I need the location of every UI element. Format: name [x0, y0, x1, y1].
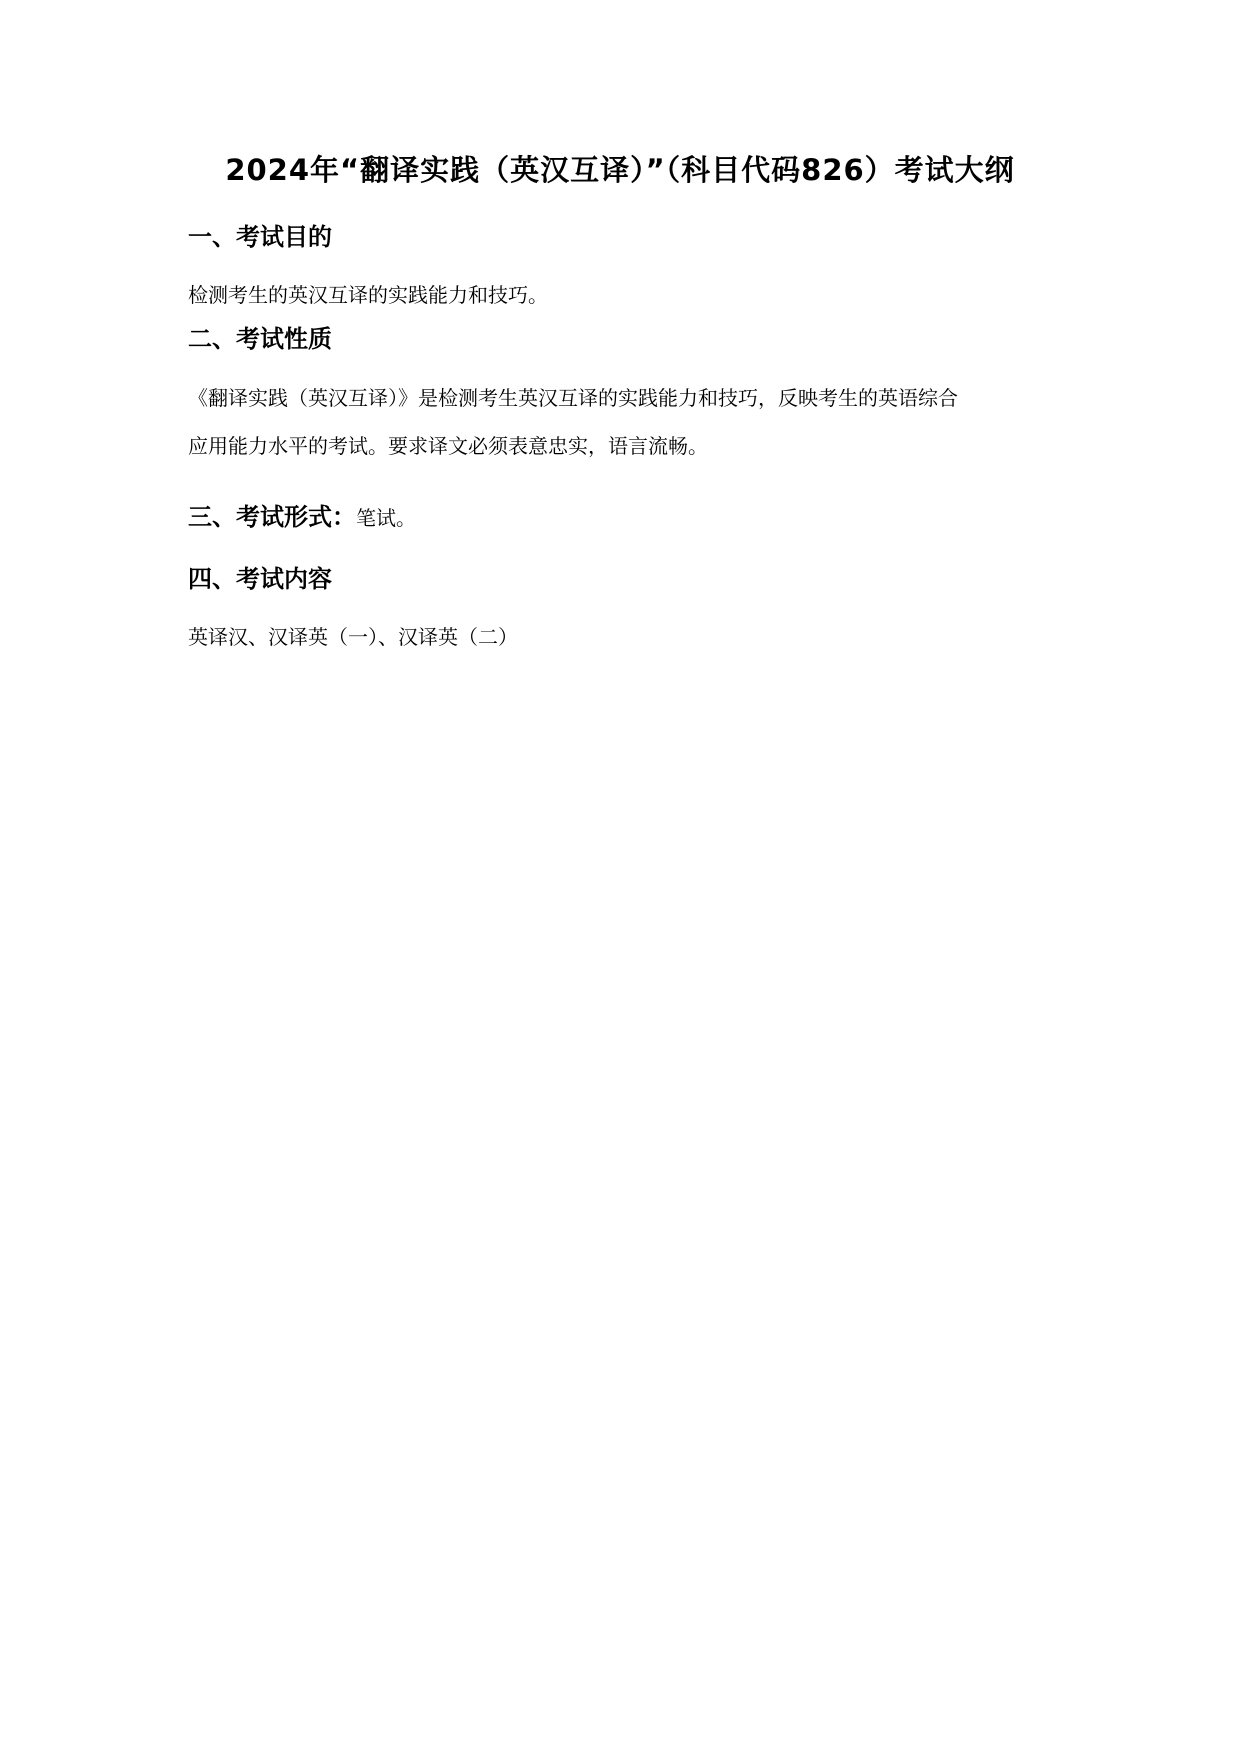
section-paragraph: 检测考生的英汉互译的实践能力和技巧。 [188, 283, 548, 307]
section-heading-label: 三、考试形式： [188, 503, 356, 531]
section-heading-exam-purpose: 一、考试目的 [188, 223, 332, 251]
document-title: 2024年“翻译实践（英汉互译）”（科目代码826）考试大纲 [225, 153, 1015, 187]
section-paragraph: 英译汉、汉译英（一）、汉译英（二） [188, 625, 518, 649]
exam-format-value: 笔试。 [356, 506, 416, 530]
section-heading-exam-nature: 二、考试性质 [188, 325, 332, 353]
section-paragraph: 《翻译实践（英汉互译）》是检测考生英汉互译的实践能力和技巧，反映考生的英语综合 [188, 386, 958, 410]
section-paragraph: 应用能力水平的考试。要求译文必须表意忠实，语言流畅。 [188, 434, 708, 458]
section-heading-exam-content: 四、考试内容 [188, 565, 332, 593]
section-heading-exam-format [188, 500, 416, 535]
